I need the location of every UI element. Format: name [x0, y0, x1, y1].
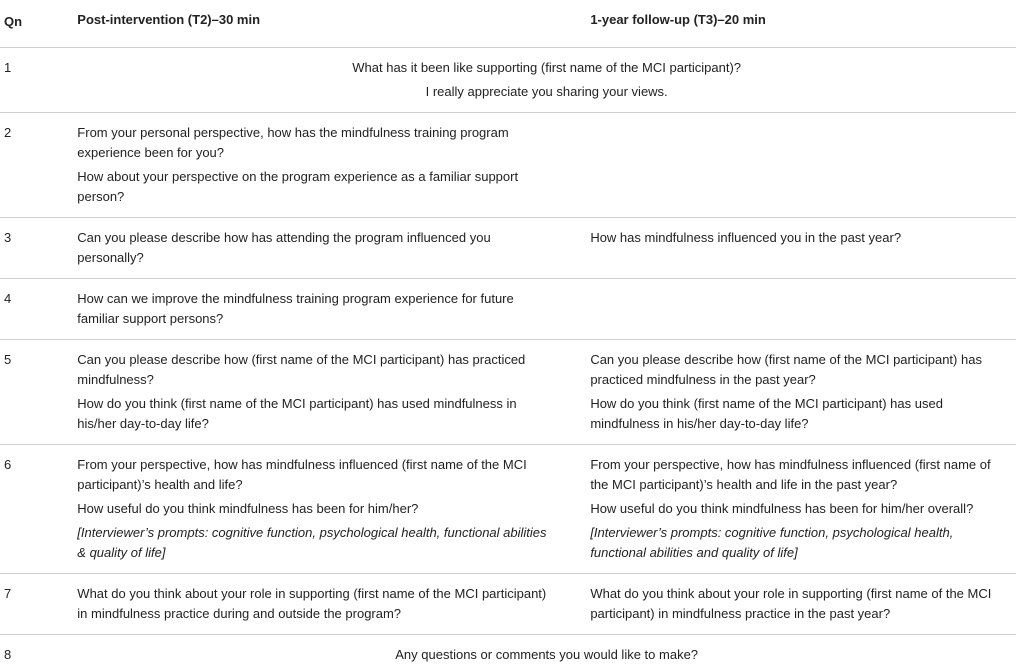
question-text: How useful do you think mindfulness has been for him/her overall? — [590, 499, 1002, 519]
merged-cell — [77, 48, 1016, 113]
question-number: 8 — [0, 635, 77, 669]
question-number: 5 — [0, 340, 77, 445]
t2-cell — [77, 113, 590, 218]
header-post-intervention: Post-intervention (T2)–30 min — [77, 0, 590, 48]
question-text: How about your perspective on the program experience as a familiar support person? — [77, 167, 554, 207]
header-qn: Qn — [0, 0, 77, 48]
merged-cell — [77, 635, 1016, 669]
header-follow-up: 1-year follow-up (T3)–20 min — [590, 0, 1016, 48]
question-text: Can you please describe how has attending the program influenced you personally? — [77, 228, 554, 268]
question-number: 4 — [0, 279, 77, 340]
table-row — [0, 279, 1016, 340]
question-text: I really appreciate you sharing your views. — [77, 82, 1016, 102]
question-number: 1 — [0, 48, 77, 113]
t2-cell — [77, 445, 590, 574]
t2-cell — [77, 574, 590, 635]
table-row — [0, 445, 1016, 574]
question-text: How can we improve the mindfulness training program experience for future familiar support persons? — [77, 289, 554, 329]
t3-cell — [590, 340, 1016, 445]
question-text: What do you think about your role in supporting (first name of the MCI participant) in mindfulness practice in the past year? — [590, 584, 1002, 624]
question-text: What has it been like supporting (first name of the MCI participant)? — [77, 58, 1016, 78]
t3-cell — [590, 113, 1016, 218]
question-text: How has mindfulness influenced you in the past year? — [590, 228, 1002, 248]
table-row — [0, 635, 1016, 669]
question-text: From your perspective, how has mindfulness influenced (first name of the MCI participant)’s health and life in the past year? — [590, 455, 1002, 495]
question-text: Can you please describe how (first name of the MCI participant) has practiced mindfulness? — [77, 350, 554, 390]
t2-cell — [77, 340, 590, 445]
interviewer-prompt: [Interviewer’s prompts: cognitive function, psychological health, functional abilities & quality of life] — [77, 523, 554, 563]
t3-cell — [590, 574, 1016, 635]
table-row — [0, 574, 1016, 635]
question-text: How useful do you think mindfulness has been for him/her? — [77, 499, 554, 519]
header-row — [0, 0, 1016, 48]
table-row — [0, 340, 1016, 445]
question-number: 7 — [0, 574, 77, 635]
table-row — [0, 218, 1016, 279]
t2-cell — [77, 279, 590, 340]
question-text: How do you think (first name of the MCI participant) has used mindfulness in his/her day-to-day life? — [77, 394, 554, 434]
t2-cell — [77, 218, 590, 279]
t3-cell — [590, 279, 1016, 340]
question-number: 3 — [0, 218, 77, 279]
table-row — [0, 48, 1016, 113]
question-number: 6 — [0, 445, 77, 574]
question-text: How do you think (first name of the MCI participant) has used mindfulness in his/her day-to-day life? — [590, 394, 1002, 434]
question-text: Any questions or comments you would like to make? — [77, 645, 1016, 665]
question-text: From your perspective, how has mindfulness influenced (first name of the MCI participant)’s health and life? — [77, 455, 554, 495]
question-text: From your personal perspective, how has the mindfulness training program experience been for you? — [77, 123, 554, 163]
question-text: Can you please describe how (first name of the MCI participant) has practiced mindfulness in the past year? — [590, 350, 1002, 390]
interviewer-prompt: [Interviewer’s prompts: cognitive function, psychological health, functional abilities and quality of life] — [590, 523, 1002, 563]
t3-cell — [590, 445, 1016, 574]
question-text: What do you think about your role in supporting (first name of the MCI participant) in mindfulness practice during and outside the program? — [77, 584, 554, 624]
t3-cell — [590, 218, 1016, 279]
table-row — [0, 113, 1016, 218]
question-number: 2 — [0, 113, 77, 218]
